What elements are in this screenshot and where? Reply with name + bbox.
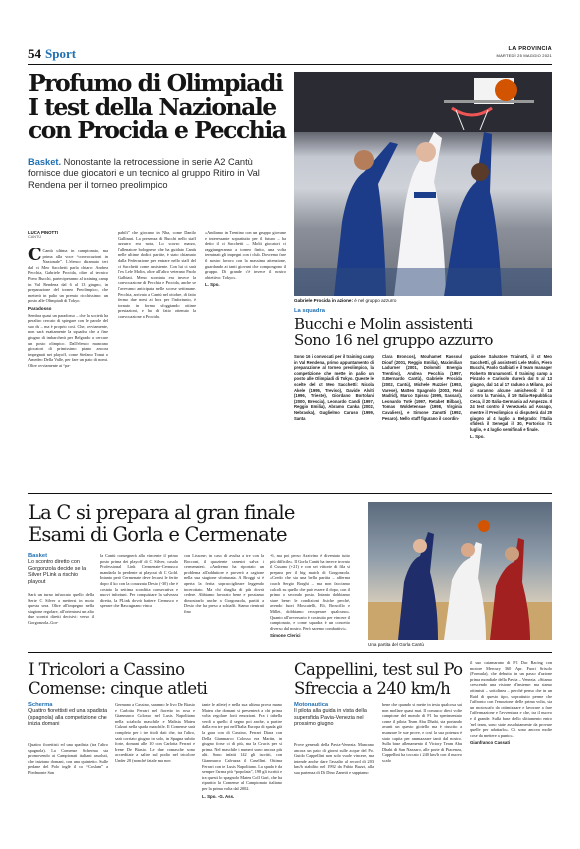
article4-col2-text: bene che quando si mette in testa qualcosa sai non mollare quasi mai. Il comasco dieci volte campione del mondo di F1 ha sperimentato come il pilota Team Abu Dhabi, sta portando avanti un questo gioiello ma è riuscito a nsanzare le sue prove, e così la sua potenza è stato capita per ammazzare tanti dal nostro. Sulla base allenamento il Victory Team Abu Dhabi di San Nazzaro, alle porte di Piacenza, Cappellini ha toccato i 240 km/h con il nuovo scafo [382, 702, 462, 763]
article1-body1b: Sembra quasi un paradosso – che la società ha peraltro cercato di spiegare con le parole del suo ds – ma è proprio così. Che, ovviamente, non sarà esattamente la squadra che a fine giugno di imbarcherà per Belgrado a cercare un posto olimpico. Dall'elenco mancano giocatori di primissimo piano ancora impegnati nei playoff, come Stefano Tonut o Amedeo Della Valle, per fare un paio di nomi. Oltre ovviamente ai “pa- [28, 312, 108, 368]
article2-signature: Simone Clerici [270, 633, 301, 639]
article3-headline [28, 660, 278, 698]
article3-kicker: Scherma [28, 702, 53, 708]
divider-rule-2 [28, 652, 552, 653]
sidebar-col2-text: Clara Broncos), Mouhamet Rassoul Diouf (2001, Reggio Emilia), Maximilian Ladurner (2001, Dolomiti Energia Trentino), Andrea Pecchia (1997, S.Bernardo Cantù), Gabriele Procida (2002, Cantù), Michele Ruzzier (1993, Varese), Matteo Spagnolo (2003, Real Madrid), Marco Spissu (1995, Sassari), Leonardo Totè (1997, Retabet Bilbao), Tomas Woldetensae (1998, Virginia Cavaliers), e Simone Zanotti (1992, Pesaro). Nello staff figurano il coordin- [382, 354, 462, 421]
article1-title-line3: con Procida e Pecchia [28, 116, 286, 144]
article1-byline [28, 230, 88, 239]
article2-col4-text: -6, ma poi perso Azzivino è diventato tutto più difficile». Il Gorla Cantù ha invece trovato il Cusano (+21) e con sei vittorie di fila si prepara per il big match di Gorgonzola. «Credo che sia una bella partita – afferma coach Sergio Borghi – ma non facciamo calcoli su quello che può essere il dopo, con il primo o secondo posto. Intanto dobbiamo stare bene: le condizioni fisiche perché, avendo fuori Moscatelli, Eli, Broscillo e Millet, dobbiamo recuperare qualcuno». Quanto all'avversario è costruito per vincere il campionato, e come squadra è un concetto diverso dal nostro. Però saremo combattivi». [270, 553, 350, 631]
dropcap: C [28, 248, 42, 265]
article1-photo [294, 72, 552, 296]
article2-col1-text: Sarà un turno infuocato quello della Serie C Silver a mettersi in moto questa sera. Oltre all'impegno nella stagione regolare, all'orientarsi un alto due scontri diretti decisivi: verso il Gorgonzola–Gor- [28, 592, 94, 625]
article1-col3 [205, 230, 286, 492]
sidebar-kicker: La squadra [294, 308, 325, 314]
article1-title-line1: Profumo di Olimpiadi [28, 69, 283, 97]
sidebar-col3 [470, 354, 552, 480]
page-number: 54 [28, 46, 41, 61]
article2-kicker: Basket [28, 553, 48, 559]
sidebar-headline [294, 316, 552, 348]
article1-kicker: Basket. [28, 157, 62, 167]
article2-photo-caption: Una partita del Gorla Cantù [368, 642, 424, 647]
article2-col2-text: la Cantù consegnerà alla vincente il primo posto prima dei playoff di C Silver, casalo Professional Link Cermenate-Cernusco mandarla la perdente ai playout di C Gold. Intanto però Cermenate deve lecarsi le ferite dopo il ko con la corazzata Desio (-30) che è costato la settima sconfitta consecutiva e nuovi infortuni. Per conquistare la salvezza diretta, la PLink dovrà battere Cernusco e sperare che Bascugnano vinca [100, 553, 178, 609]
article4-col2 [382, 702, 462, 822]
article4-summary-block [294, 702, 374, 728]
article2-headline [28, 502, 368, 546]
article3-col1 [28, 742, 108, 822]
article2-col2 [100, 553, 178, 648]
sidebar-signature: L. Spo. [470, 434, 485, 440]
article2-summary: Lo scontro diretto con Gorgonzola decide se la Silver PLink a rischio playout [28, 559, 87, 585]
article3-summary-block [28, 702, 108, 728]
article3-col3 [202, 702, 282, 822]
article2-summary-block [28, 553, 94, 585]
section-label: Sport [45, 46, 77, 61]
divider-rule-1 [28, 493, 552, 494]
basketball-action-illustration [294, 72, 552, 296]
article1-signature: L. Spo. [205, 282, 220, 288]
article1-body1: Cantù ultima in campionato, ma prima alla voce “convocazioni in Nazionale”. L'elenco diramato ieri dal ct Meo Sacchetti parla chiaro: Andrea Pecchia, Gabriele Procida, oltre al tecnico Piero Bucchi, parteciperanno al training camp in Val Rendena dal 6 al 13 giugno, in preparazione del torneo Preolimpico, che metterà in palio un premio ricchissimo: un posto alle Olimpiadi di Tokyo. [28, 248, 108, 304]
article1-col1 [28, 248, 108, 492]
page-header [28, 46, 552, 62]
photo-caption-bold: Gabriele Procida in azione: [294, 298, 353, 303]
article3-col2 [115, 702, 195, 822]
article2-col3-text: con Lissone; in caso di avulsa a tre con la Bocconi, il quoziente canestri salva i cermenatesi. «Andremo ha riportato un problema all'adduttore e proverò a cagione nella sua stagione sfortunata. A Broggi si è aperta la ferita sopracciglieare leggendo incerottato. Ma chi sbaglia di più dovrà cedere. Abbiamo lavorato bene e possiamo dimostrarlo anche a Gorgonzola, partiti a Desio che ha preso a schiaffi. Siamo rientrati fino [184, 553, 264, 614]
sidebar-col1 [294, 354, 374, 480]
article2-col1 [28, 592, 94, 648]
article1-body3: «Andiamo in Trentino con un gruppo giovane e interessante soprattutto per il futuro – ha detto il ct Sacchetti –. Molti giocatori ci raggiungeranno a torneo finito, una volta terminati gli impegni con i club. Dovremo fare il nostro lavoro con la massima attenzione, guardando ai tanti giovani che compongono il gruppo. Di grande c'è invece il nostro obiettivo: Tokyo». [205, 230, 286, 280]
article4-summary: Il pilota alla guida in vista della supersfida Pavia-Venezia nel prossimo giugno [294, 708, 367, 728]
photo-caption-text: è nel gruppo azzurro [354, 298, 397, 303]
article4-signature: Gianfranco Cassati [470, 740, 511, 746]
article3-summary: Quattro fiorettisti ed una spadista (spagnola) alla competizione che inizia domani [28, 708, 108, 728]
article3-signature: L. Spo. -G. Ass. [202, 793, 235, 799]
sidebar-col1-text: Sono 16 i convocati per il training camp in Val Rendena, primo appuntamento di preparazione al torneo preolimpico, la competizione che mette in palio un posto alle Olimpiadi di Tokyo. Queste le scelte del ct Meo Sacchetti: Nicola Akele (1995, Treviso), Davide Alviti (1996, Trieste), Giordano Bortolani (2000, Brescia), Leonardo Candi (1997, Reggio Emilia), Abramo Canka (2002, Nebraska), Guglielmo Caruso (1999, Santa [294, 354, 374, 421]
article4-col3 [470, 660, 552, 822]
article4-kicker: Motonautica [294, 702, 329, 708]
newspaper-name: LA PROVINCIA [508, 46, 552, 52]
article4-col1 [294, 742, 374, 822]
article1-col2 [118, 230, 196, 492]
header-rule [28, 64, 552, 65]
article1-title-line2: I test della Nazionale [28, 92, 276, 121]
sidebar-title-line2: Sono 16 nel gruppo azzurro [294, 331, 493, 349]
article4-headline [294, 660, 474, 698]
sidebar-col2 [382, 354, 462, 480]
article1-subhead-paradosso: Paradosso [28, 305, 52, 311]
article3-col3-text: tante le atlete) e nella sua ultima prova mano Mateu che domani si presenterà a chi prima volta regolare forti emozioni. Fra i tabella verdi a quello il segno poi anche, a partire dalla era tre poi nell'Italia Europa di spada già la gara con di Cassino, Ferrari Diara con Della Gianmarco Colosso era Martin, in giugno forse ci di più, ma la Crucis per si prima. Nel maschile i numeri sono ancora più alti. Sono infatti 142 gli iscritti, con Gianmarco Calvazza il Casellini. Ottima Ferrari con te Lusis Napolitano. La spada è da sempre l'arma più “popolata”, 198 gli iscritti e tra questi lo spagnolo Mateu Coll Garì, che ha ripartito la Comense al Campionato italiano per la prima volta dal 2002. [202, 702, 282, 791]
sidebar-col3-text: gazione Salvatore Trainotti, il ct Meo Sacchetti, gli assistenti Lele Molin, Piero Bucchi, Paolo Galbiati e il team manager Roberto Brunamonti. Il training camp a Pinzolo e Carisolo durerà dal 5 al 13 giugno, dal 14 al 17 raduno a Milano, poi ci saranno alcune amichevoli: il 18 contro la Tunisia, il 19 Italia-Repubblica Ceca, il 20 Italia-Germania ad Ampezzo. Il 24 test contro il Venezuela ad Assago, mentre il Preolimpico si disputerà dal 29 giugno al 4 luglio a Belgrado: l'Italia sfiderà il Senegal il 30, Portorico l'1 luglio, e 4 luglio semifinali e finale. [470, 354, 552, 432]
sidebar-title-line1: Bucchi e Molin assistenti [294, 315, 473, 333]
article4-col3-text: il suo catamarano di F1 Dac Racing con motore Mercury 360 Apr. Fuori Srisolo (Formula), che debutta in un passo d'azione prima mondiale della Pavia – Venezia. «Stiamo crescendo una visione d'insieme: ma siamo ottimisti – sottolinea – perché penso che in un Raid di questo tipo, soprattutto perme che l'affronto con l'emozione delle prima volta, sia un motoscafo da ottimizzare e lavorare a fare l'affermazione e l'avventura e che, tra il nuovo e il grande. Sulla base dello slittamento entro 'nel team, sono state assolutamente da provare quelle per adattarlo». Ci sono ancora molte cose da mettere a punto». [470, 660, 552, 738]
article3-col1-text: Quattro fiorettisti ed una spadista (tra l'altro spagnola). La Comense Scherma sta promovendo ai Campionati italiani assoluti, che iniziano domani, con una quintetto. Sulle pedane del Polo inglè il co “Coslam” a Piedmonte San [28, 742, 108, 775]
article1-photo-caption [294, 298, 552, 303]
article3-title-line1: I Tricolori a Cassino [28, 660, 185, 679]
issue-date: MARTEDÌ 25 MAGGIO 2021 [496, 53, 552, 58]
article2-col4 [270, 553, 350, 648]
article3-col2-text: Germano a Cassino, saranno le livo De Biasio e Carlotta Ferrari nel fioretto in rosa e Gianmarco Colosso nel Lusis Napolitano nella sciabola maschile e Malisia Mateu Calzari nella spada maschile. Il Comense sarà completo per i tre titoli dati che, tra l'altro, sarà corriato giugno in solo, in Spagna subito forte, domani alle 10 con Carlotta Ferrari e Irene De Biasio. Le due comasche sono accreditate a salire sul podio nel tricolore Under 20 (nonché fatale ma non [115, 702, 195, 763]
byline-place: CANTÙ [28, 235, 42, 239]
article1-headline [28, 69, 290, 144]
byline-author: LUCA PINOTTI [28, 230, 58, 235]
article3-title-line2: Comense: cinque atleti [28, 679, 208, 698]
basketball-game-illustration [368, 502, 552, 640]
article1-subtitle [28, 157, 286, 191]
article2-title-line1: La C si prepara al gran finale [28, 501, 295, 524]
article4-col1-text: Prove generali della Pavia-Venezia. Mancano ancora un paio di giorni sulle acque del Po. Guido Cappellini non solo vuole vincere, ma intende anche dare l'assalto al record di 203 km/h stabilito nel 1992 da Fabio Buzzi, alla sua partenza di Di Dino Zanetti e sappiamo [294, 742, 374, 775]
article4-title-line1: Cappellini, test sul Po [294, 660, 463, 679]
article1-body2: pabili” che giocano in Nba, come Danilo Gallinari. La presenza di Bucchi nello staff azzurro era nota, Lo scorso marzo, l'allenatore bolognese che ha guidato Cantù nelle ultime dodici partite, è stato chiamato dalla Federazione per entrare nello staff del ct Sacchetti come assistente. Con lui ci sarà l'ex Lele Molin, oltre all'altro veterano Paolo Galbiati. Meno scontata era invece la convocazione di Pecchia e Procida, anche se l'avevamo anticipata nelle scorse settimane. Pecchia, arrivato a Cantù nel ottobre, di fatto fermo due mesi ai box per l'infortunio, è tornato in forma sfoggiando ottime prestazioni, e ha di fatto ottenuto la convocazione a Procida. [118, 230, 196, 319]
article2-col3 [184, 553, 264, 648]
article2-title-line2: Esami di Gorla e Cermenate [28, 523, 287, 546]
article1-subtitle-text: Nonostante la retrocessione in serie A2 Cantù fornisce due giocatori e un tecnico al gruppo Ritiro in Val Rendena per il torneo preolimpico [28, 157, 260, 190]
article4-title-line2: Sfreccia a 240 km/h [294, 679, 451, 698]
sidebar-box [294, 306, 552, 486]
article2-photo [368, 502, 552, 640]
